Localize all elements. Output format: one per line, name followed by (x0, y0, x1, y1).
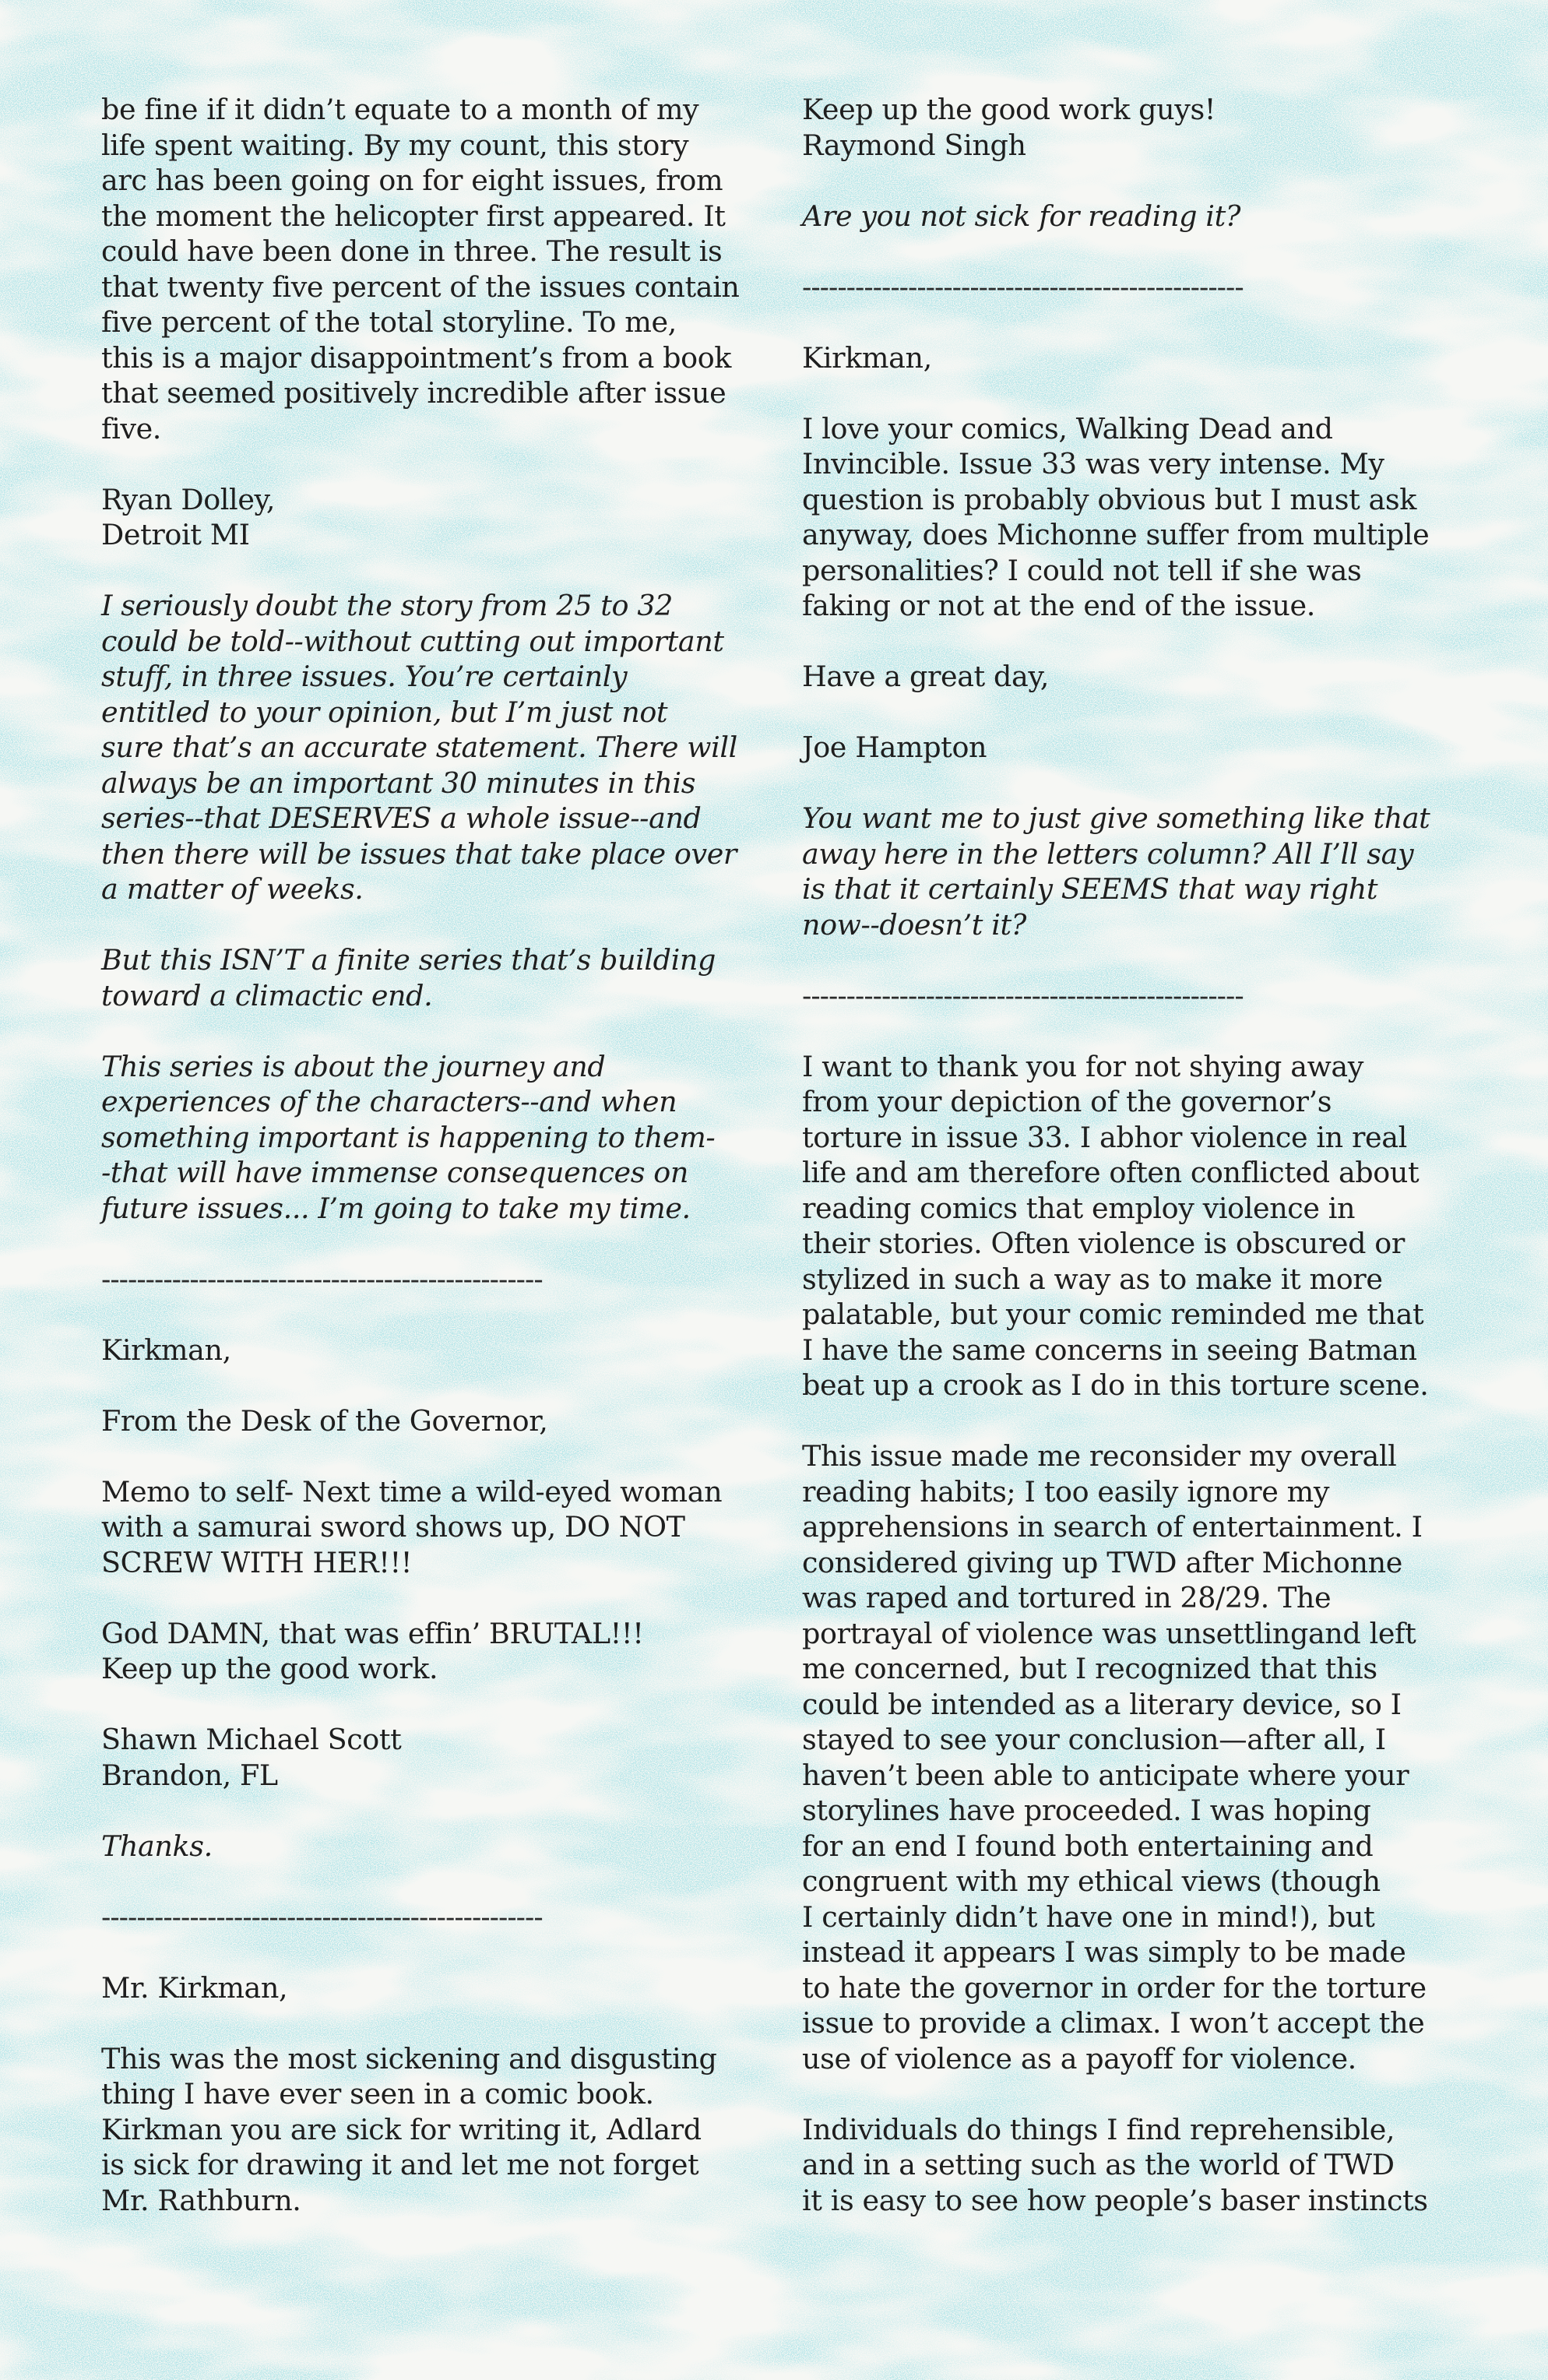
letter-paragraph: Keep up the good work guys! Raymond Singh (802, 93, 1216, 162)
section-divider: -------------------------------------------------- (802, 269, 1244, 304)
letter-paragraph: be fine if it didn’t equate to a month of my life spent waiting. By my count, this story arc has been going on for eight issues, from the moment the helicopter first appeared. It could have been done in three. The result is that twenty five percent of the issues contain five percent of the total storyline. To me, this is a major disappointment’s from a book that seemed positively incredible after issue five. (101, 93, 740, 445)
letter-paragraph: Kirkman, (101, 1333, 231, 1367)
letter-paragraph: Shawn Michael Scott Brandon, FL (101, 1723, 402, 1792)
editor-reply-paragraph: Thanks. (101, 1829, 213, 1863)
letter-paragraph: God DAMN, that was effin’ BRUTAL!!! Keep up the good work. (101, 1616, 644, 1685)
editor-reply-paragraph: I seriously doubt the story from 25 to 32 could be told--without cutting out important stuff, in three issues. You’re certainly entitled to your opinion, but I’m just not sure that’s an accurate statement. There will always be an important 30 minutes in this series--that DESERVES a whole issue--and then there will be issues that take place over a matter of weeks. (101, 589, 737, 906)
letter-paragraph: Joe Hampton (802, 731, 987, 764)
editor-reply-paragraph: You want me to just give something like that away here in the letters column? All I’ll say is that it certainly SEEMS that way right now--doesn’t it? (802, 801, 1430, 942)
editor-reply-paragraph: This series is about the journey and experiences of the characters--and when something important is happening to them- -that will have immense consequences on future issues... I’m going to take my time. (101, 1049, 716, 1225)
section-divider: -------------------------------------------------- (101, 1899, 543, 1934)
letter-paragraph: Individuals do things I find reprehensible, and in a setting such as the world of TWD it is easy to see how people’s baser instincts (802, 2112, 1428, 2217)
letter-paragraph: I want to thank you for not shying away from your depiction of the governor’s torture in issue 33. I abhor violence in real life and am therefore often conflicted about reading comics that employ violence in their stories. Often violence is obscured or stylized in such a way as to make it more palatable, but your comic reminded me that I have the same concerns in seeing Batman beat up a crook as I do in this torture scene. (802, 1049, 1429, 1402)
section-divider: -------------------------------------------------- (802, 978, 1244, 1012)
letter-paragraph: I love your comics, Walking Dead and Invincible. Issue 33 was very intense. My question is probably obvious but I must ask anyway, does Michonne suffer from multiple personalities? I could not tell if she was faking or not at the end of the issue. (802, 411, 1430, 622)
letter-paragraph: From the Desk of the Governor, (101, 1403, 548, 1438)
section-divider: -------------------------------------------------- (101, 1262, 543, 1296)
letter-paragraph: Have a great day, (802, 660, 1049, 693)
letter-paragraph: Memo to self- Next time a wild-eyed woman with a samurai sword shows up, DO NOT SCREW WITH HER!!! (101, 1474, 723, 1579)
editor-reply-paragraph: But this ISN’T a finite series that’s building toward a climactic end. (101, 943, 716, 1012)
letter-paragraph: Kirkman, (802, 340, 932, 375)
letter-paragraph: This issue made me reconsider my overall reading habits; I too easily ignore my apprehensions in search of entertainment. I considered giving up TWD after Michonne was raped and tortured in 28/29. The portrayal of violence was unsettlingand left me concerned, but I recognized that this could be intended as a literary device, so I stayed to see your conclusion—after all, I haven’t been able to anticipate where your storylines have proceeded. I was hoping for an end I found both entertaining and congruent with my ethical views (though I certainly didn’t have one in mind!), but instead it appears I was simply to be made to hate the governor in order for the torture issue to provide a climax. I won’t accept the use of violence as a payoff for violence. (802, 1439, 1427, 2075)
letter-paragraph: Ryan Dolley, Detroit MI (101, 482, 276, 551)
left-column (101, 92, 755, 2218)
letter-paragraph: Mr. Kirkman, (101, 1970, 288, 2005)
editor-reply-paragraph: Are you not sick for reading it? (802, 199, 1241, 233)
right-column (802, 92, 1456, 2218)
letter-paragraph: This was the most sickening and disgusting thing I have ever seen in a comic book. Kirkman you are sick for writing it, Adlard is sick for drawing it and let me not forget Mr. Rathburn. (101, 2041, 717, 2217)
